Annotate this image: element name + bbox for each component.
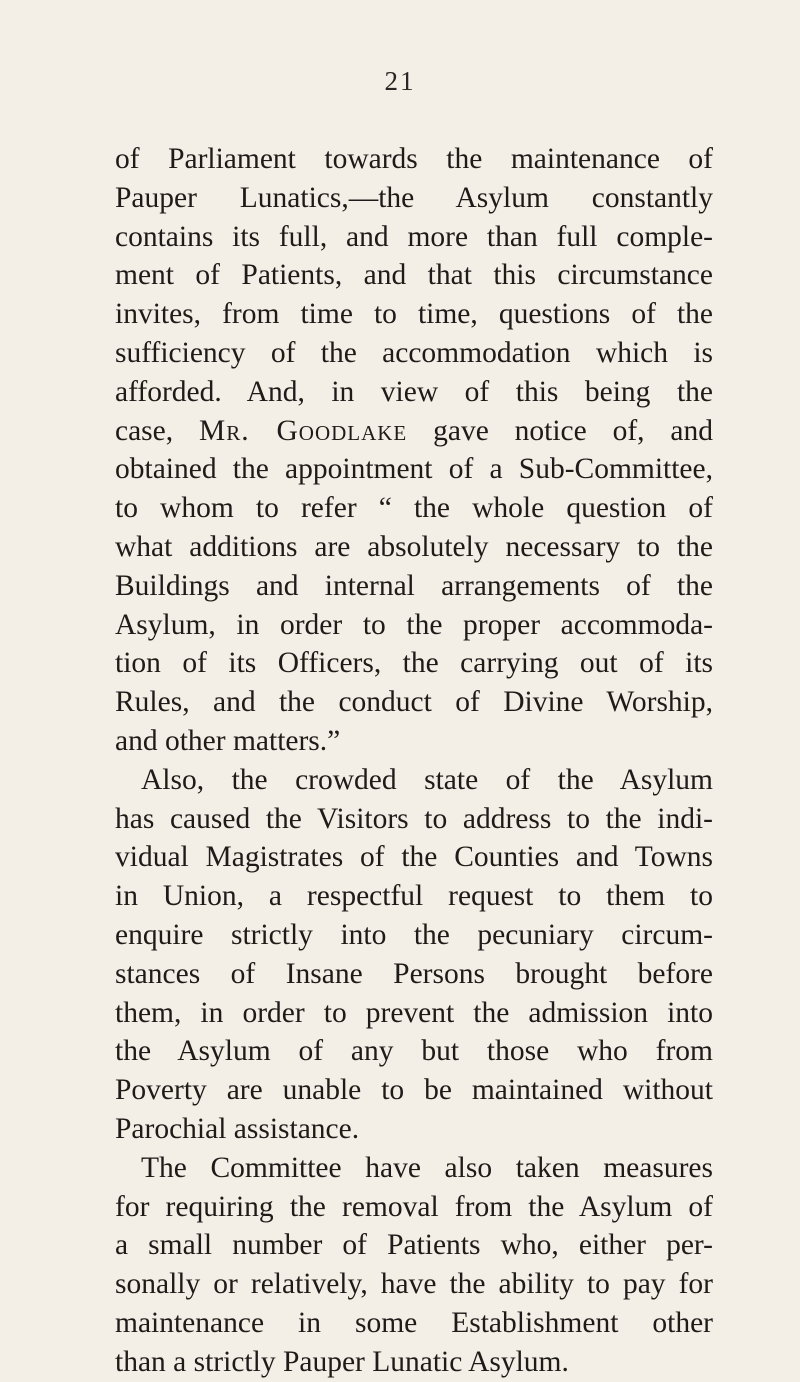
text-line: Asylum, in order to the proper accommoda- [115, 608, 713, 641]
text-line: stances of Insane Persons brought before [115, 957, 713, 990]
text-line: Rules, and the conduct of Divine Worship, [115, 686, 713, 719]
paragraph-end-line: Parochial assistance. [115, 1112, 360, 1145]
text-line: has caused the Visitors to address to the indi- [115, 802, 713, 835]
text-fragment: case, [115, 414, 174, 447]
text-line: Poverty are unable to be maintained without [115, 1074, 713, 1107]
text-line: obtained the appointment of a Sub-Committee, [115, 453, 713, 486]
body-text [115, 140, 713, 1382]
text-line: a small number of Patients who, either per- [115, 1229, 713, 1262]
text-line: what additions are absolutely necessary to the [115, 530, 713, 563]
text-line: of Parliament towards the maintenance of [115, 143, 713, 175]
paragraph-end-line: and other matters.” [115, 724, 341, 757]
text-line: afforded. And, in view of this being the [115, 375, 713, 408]
text-line: tion of its Officers, the carrying out of its [115, 647, 713, 680]
text-line: enquire strictly into the pecuniary circum- [115, 918, 713, 951]
text-line: the Asylum of any but those who from [115, 1035, 713, 1068]
text-line: maintenance in some Establishment other [115, 1306, 713, 1339]
person-name: Mr. Goodlake [199, 414, 408, 447]
page-number: 21 [384, 66, 416, 96]
paragraph-start-line: Also, the crowded state of the Asylum [141, 763, 713, 796]
text-line: contains its full, and more than full comple- [115, 220, 713, 253]
paragraph-end-line: than a strictly Pauper Lunatic Asylum. [115, 1345, 569, 1378]
text-line: in Union, a respectful request to them to [115, 880, 713, 913]
text-line: sufficiency of the accommodation which is [115, 336, 713, 369]
text-line: sonally or relatively, have the ability to pay for [115, 1268, 713, 1301]
text-line: ment of Patients, and that this circumstance [115, 259, 713, 292]
text-fragment: gave notice of, and [433, 414, 714, 447]
text-line: for requiring the removal from the Asylum of [115, 1190, 713, 1223]
text-line: invites, from time to time, questions of the [115, 298, 713, 331]
text-line: vidual Magistrates of the Counties and Towns [115, 841, 713, 874]
text-line: them, in order to prevent the admission into [115, 996, 713, 1029]
paragraph-start-line: The Committee have also taken measures [141, 1151, 713, 1184]
text-line: to whom to refer “ the whole question of [115, 492, 713, 525]
text-line-with-name [115, 412, 713, 451]
text-line: Buildings and internal arrangements of the [115, 569, 713, 602]
text-line: Pauper Lunatics,—the Asylum constantly [115, 181, 713, 214]
